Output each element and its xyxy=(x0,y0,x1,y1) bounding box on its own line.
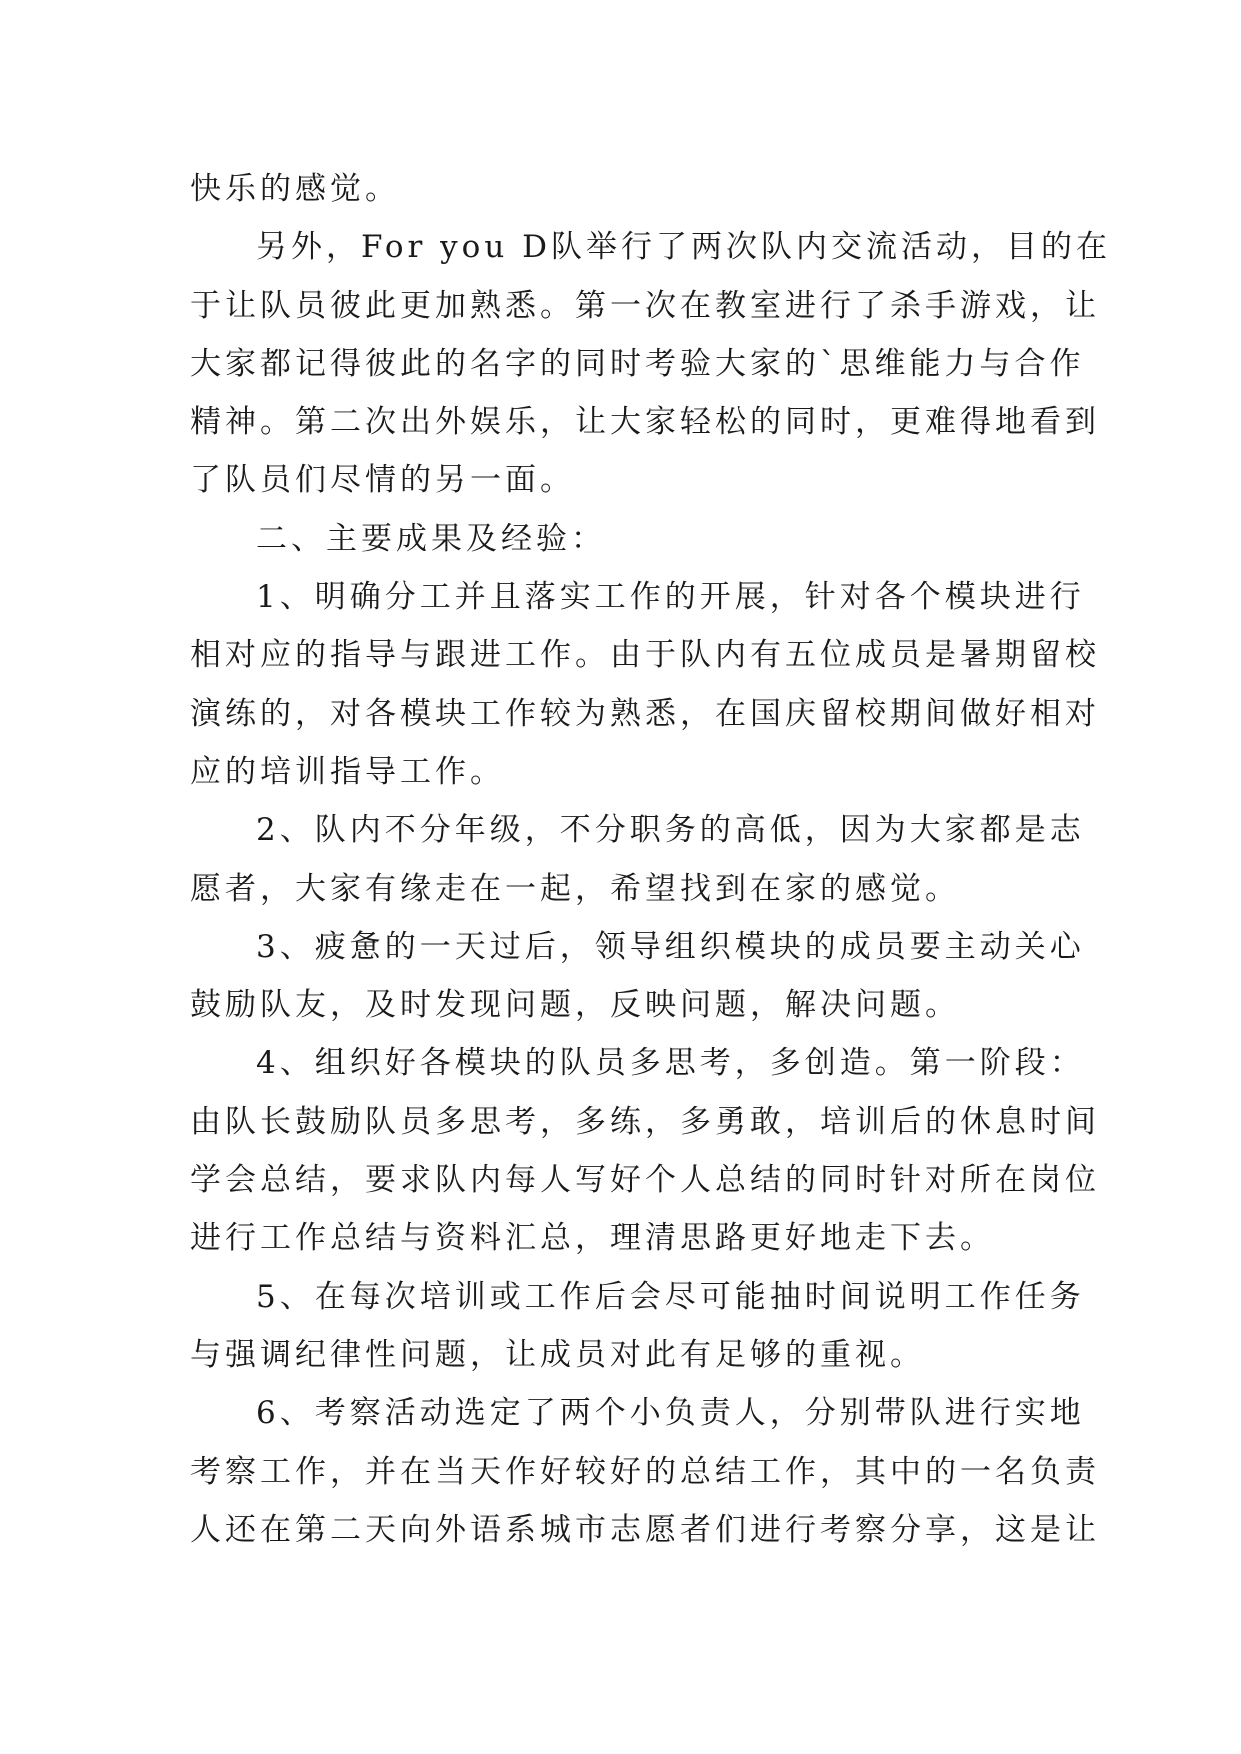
paragraph-first-line: 4、组织好各模块的队员多思考，多创造。第一阶段： xyxy=(256,1045,1085,1082)
text-line: 快乐的感觉。 xyxy=(190,171,400,207)
document-body xyxy=(190,160,1111,1559)
paragraph-first-line: 1、明确分工并且落实工作的开展，针对各个模块进行 xyxy=(256,579,1085,616)
text-line: 鼓励队友，及时发现问题，反映问题，解决问题。 xyxy=(190,987,960,1024)
section-heading: 二、主要成果及经验： xyxy=(256,520,606,557)
text-line: 与强调纪律性问题，让成员对此有足够的重视。 xyxy=(190,1336,925,1373)
paragraph-first-line: 3、疲惫的一天过后，领导组织模块的成员要主动关心 xyxy=(256,928,1085,965)
text-line: 于让队员彼此更加熟悉。第一次在教室进行了杀手游戏，让 xyxy=(190,287,1100,324)
text-line: 人还在第二天向外语系城市志愿者们进行考察分享，这是让 xyxy=(190,1511,1100,1548)
text-line: 精神。第二次出外娱乐，让大家轻松的同时，更难得地看到 xyxy=(190,404,1100,441)
text-line: 演练的，对各模块工作较为熟悉，在国庆留校期间做好相对 xyxy=(190,695,1100,732)
text-line: 了队员们尽情的另一面。 xyxy=(190,462,575,499)
paragraph-first-line: 6、考察活动选定了两个小负责人，分别带队进行实地 xyxy=(256,1395,1085,1432)
text-line: 愿者，大家有缘走在一起，希望找到在家的感觉。 xyxy=(190,870,960,907)
paragraph-first-line: 5、在每次培训或工作后会尽可能抽时间说明工作任务 xyxy=(256,1278,1085,1315)
text-line: 进行工作总结与资料汇总，理清思路更好地走下去。 xyxy=(190,1220,995,1257)
paragraph-first-line: 2、队内不分年级，不分职务的高低，因为大家都是志 xyxy=(256,812,1085,849)
text-line: 由队长鼓励队员多思考，多练，多勇敢，培训后的休息时间 xyxy=(190,1103,1100,1140)
text-line: 大家都记得彼此的名字的同时考验大家的`思维能力与合作 xyxy=(190,345,1085,382)
text-line: 应的培训指导工作。 xyxy=(190,753,505,790)
paragraph-first-line: 另外，For you D队举行了两次队内交流活动，目的在 xyxy=(256,229,1111,266)
text-line: 学会总结，要求队内每人写好个人总结的同时针对所在岗位 xyxy=(190,1162,1100,1199)
text-line: 相对应的指导与跟进工作。由于队内有五位成员是暑期留校 xyxy=(190,637,1100,674)
text-line: 考察工作，并在当天作好较好的总结工作，其中的一名负责 xyxy=(190,1453,1100,1490)
